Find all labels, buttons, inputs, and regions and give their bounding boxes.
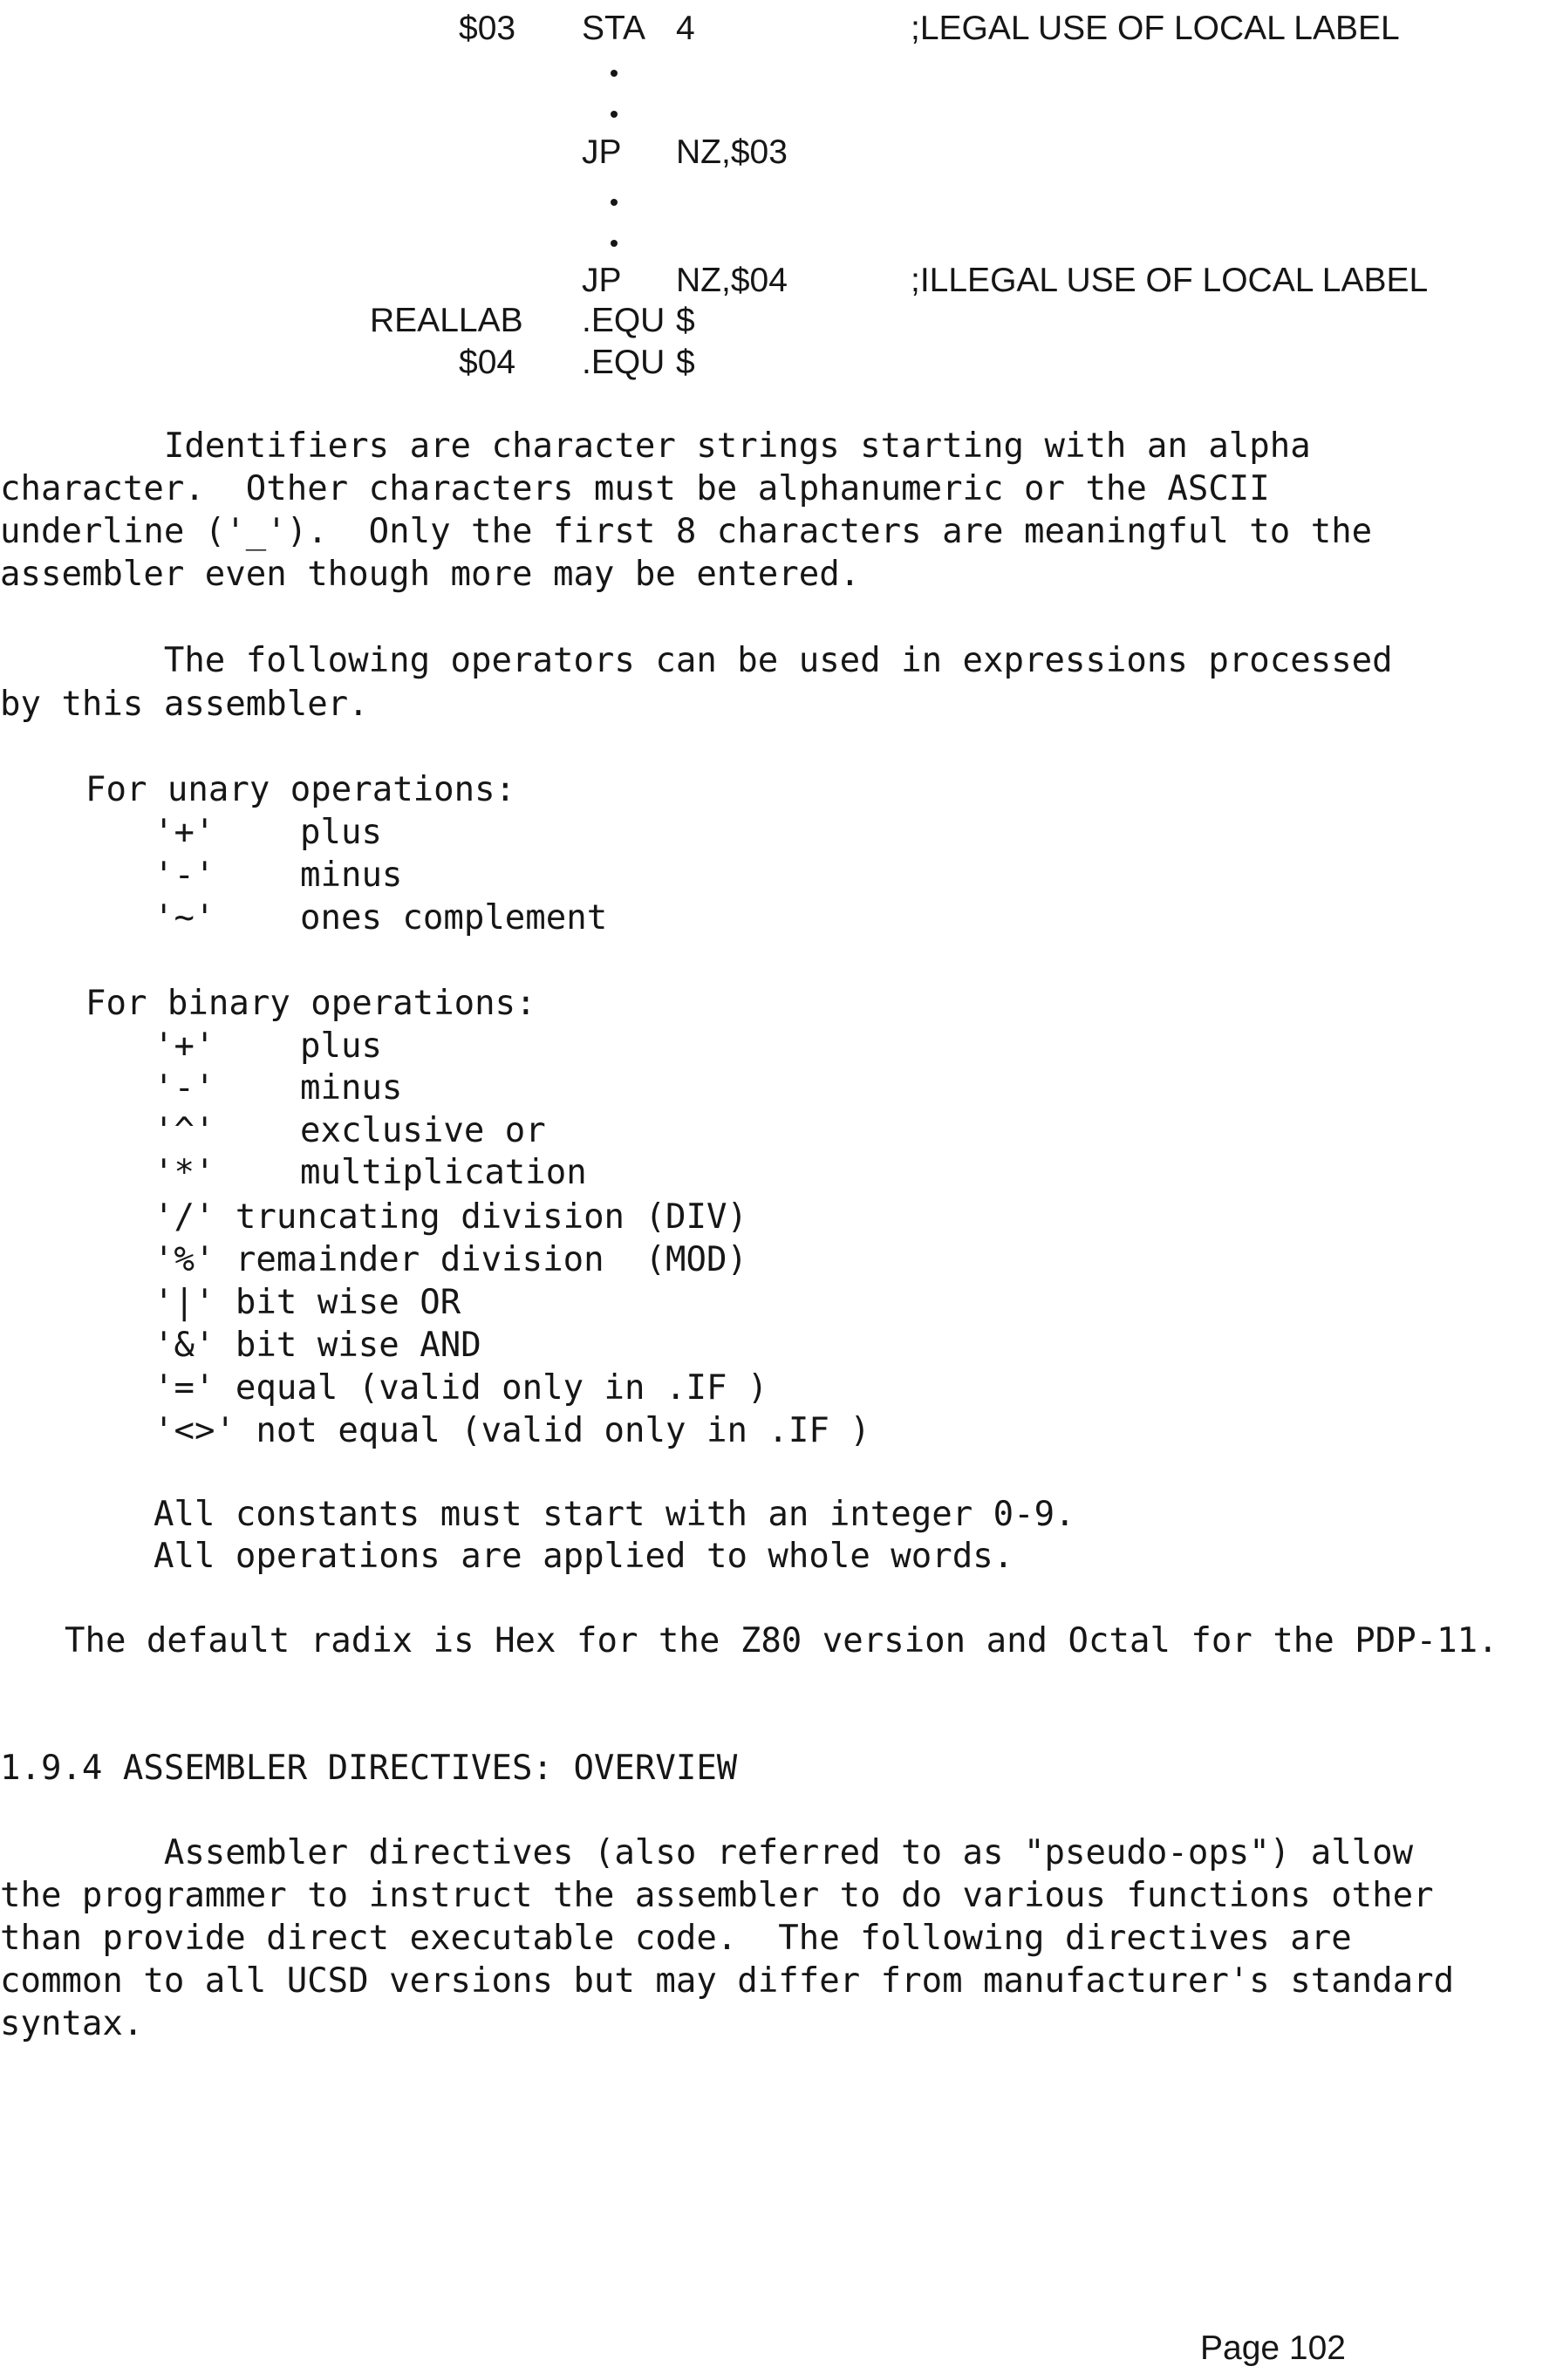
paragraph-line: by this assembler. [0, 685, 369, 724]
operator-symbol: '-' [154, 1068, 215, 1108]
code-operand-4: 4 [676, 10, 695, 47]
operator-desc: plus [300, 813, 382, 852]
note-line: All constants must start with an integer 0-9. [154, 1495, 1075, 1534]
ellipsis-dot [611, 70, 618, 77]
code-op-sta: STA [582, 10, 645, 47]
paragraph-line: syntax. [0, 2004, 144, 2043]
paragraph-line: than provide direct executable code. The following directives are [0, 1919, 1352, 1958]
paragraph-line: Assembler directives (also referred to as "pseudo-ops") allow [0, 1833, 1414, 1872]
unary-heading: For unary operations: [85, 770, 516, 809]
operator-line: '&' bit wise AND [154, 1326, 481, 1365]
operator-row [154, 898, 608, 938]
code-op-equ: .EQU [582, 344, 665, 381]
code-comment-illegal: ;ILLEGAL USE OF LOCAL LABEL [911, 262, 1429, 299]
code-op-equ: .EQU [582, 302, 665, 339]
paragraph-line: Identifiers are character strings starting with an alpha [0, 426, 1311, 466]
operator-line: '/' truncating division (DIV) [154, 1197, 747, 1237]
operator-symbol: '^' [154, 1111, 215, 1150]
ellipsis-dot [611, 111, 618, 118]
operator-line: '=' equal (valid only in .IF ) [154, 1368, 768, 1408]
operator-row [154, 1153, 587, 1192]
note-line: All operations are applied to whole words. [154, 1537, 1014, 1576]
operator-desc: exclusive or [300, 1111, 546, 1150]
paragraph-line: The following operators can be used in expressions processed [0, 641, 1393, 680]
paragraph-line: the programmer to instruct the assembler to do various functions other [0, 1876, 1434, 1915]
paragraph-line: character. Other characters must be alphanumeric or the ASCII [0, 469, 1270, 508]
paragraph-line: common to all UCSD versions but may differ from manufacturer's standard [0, 1961, 1455, 2001]
code-op-jp: JP [582, 133, 622, 171]
paragraph-line: underline ('_'). Only the first 8 characters are meaningful to the [0, 512, 1373, 551]
operator-desc: multiplication [300, 1153, 587, 1192]
binary-heading: For binary operations: [85, 984, 536, 1023]
code-operand-dollar: $ [676, 344, 695, 381]
code-operand-nz04: NZ,$04 [676, 262, 788, 299]
code-operand-nz03: NZ,$03 [676, 133, 788, 171]
operator-line: '<>' not equal (valid only in .IF ) [154, 1411, 870, 1450]
operator-row [154, 1026, 382, 1066]
operator-row [154, 856, 403, 895]
code-operand-dollar: $ [676, 302, 695, 339]
ellipsis-dot [611, 240, 618, 247]
operator-row [154, 813, 382, 852]
operator-row [154, 1068, 403, 1108]
operator-row [154, 1111, 546, 1150]
operator-symbol: '+' [154, 813, 215, 852]
code-comment-legal: ;LEGAL USE OF LOCAL LABEL [911, 10, 1400, 47]
operator-symbol: '*' [154, 1153, 215, 1192]
operator-line: '|' bit wise OR [154, 1283, 461, 1322]
code-label-04: $04 [459, 344, 516, 381]
page-number: Page 102 [1200, 2329, 1346, 2367]
operator-line: '%' remainder division (MOD) [154, 1240, 747, 1279]
code-op-jp: JP [582, 262, 622, 299]
code-label-reallab: REALLAB [370, 302, 523, 339]
operator-desc: ones complement [300, 898, 608, 938]
operator-desc: minus [300, 1068, 403, 1108]
operator-desc: minus [300, 856, 403, 895]
operator-symbol: '~' [154, 898, 215, 938]
code-label-03: $03 [459, 10, 516, 47]
section-heading: 1.9.4 ASSEMBLER DIRECTIVES: OVERVIEW [0, 1749, 738, 1788]
operator-desc: plus [300, 1026, 382, 1066]
operator-symbol: '-' [154, 856, 215, 895]
ellipsis-dot [611, 199, 618, 206]
radix-note: The default radix is Hex for the Z80 version and Octal for the PDP-11. [65, 1621, 1498, 1661]
paragraph-line: assembler even though more may be entered. [0, 555, 861, 594]
operator-symbol: '+' [154, 1026, 215, 1066]
